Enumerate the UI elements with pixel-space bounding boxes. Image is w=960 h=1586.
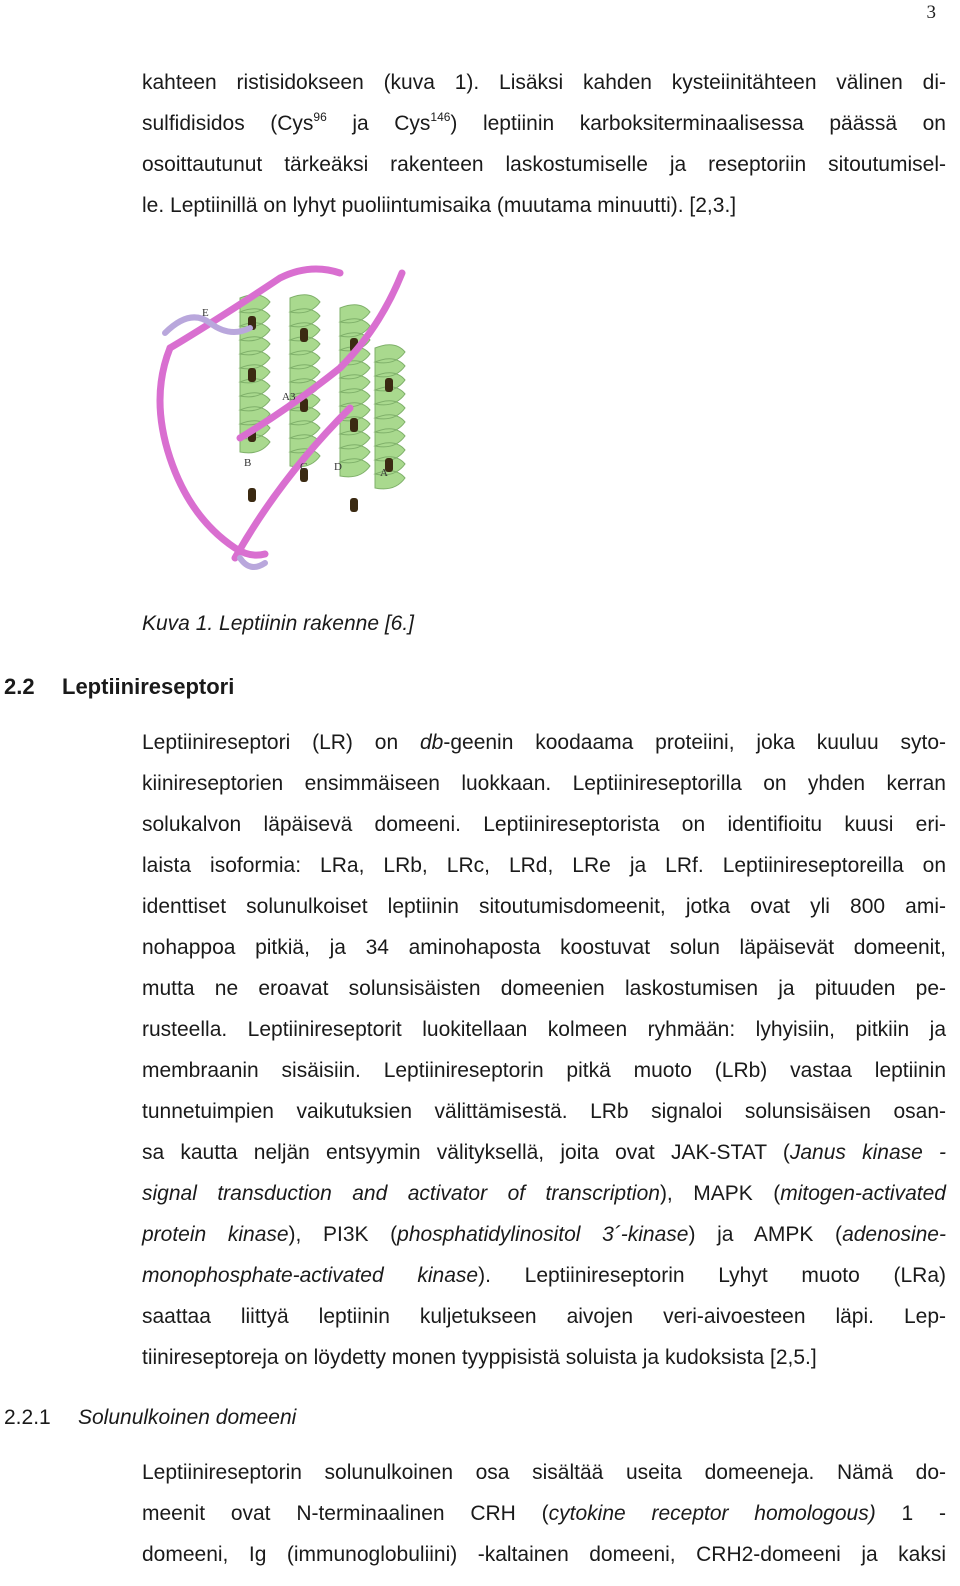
p2-line-12: signal transduction and activator of transcription), MAPK (mitogen-activated bbox=[142, 1182, 946, 1205]
p3-line-1: Leptiinireseptorin solunulkoinen osa sisältää useita domeeneja. Nämä do- bbox=[142, 1461, 946, 1484]
subsection-title: Solunulkoinen domeeni bbox=[78, 1406, 297, 1429]
p2-line-15: saattaa liittyä leptiinin kuljetukseen aivojen veri-aivoesteen läpi. Lep- bbox=[142, 1305, 946, 1328]
figure-label-a: A bbox=[380, 467, 388, 479]
intro-line-2: sulfidisidos (Cys$^{96}$ ja Cys$^{146}$) leptiinin karboksiterminaalisessa päässä on bbox=[142, 110, 946, 135]
section-heading-2-2 bbox=[4, 674, 234, 700]
intro-line-3: osoittautunut tärkeäksi rakenteen laskostumiselle ja reseptoriin sitoutumisel- bbox=[142, 153, 946, 176]
intro-line-1: kahteen ristisidokseen (kuva 1). Lisäksi kahden kysteiinitähteen välinen di- bbox=[142, 71, 946, 94]
p2-line-13: protein kinase), PI3K (phosphatidylinositol 3´-kinase) ja AMPK (adenosine- bbox=[142, 1223, 946, 1246]
figure-label-b: B bbox=[244, 457, 252, 469]
p2-line-7: mutta ne eroavat solunsisäisten domeenien laskostumisen ja pituuden pe- bbox=[142, 977, 946, 1000]
extracellular-paragraph bbox=[142, 1452, 946, 1575]
figure-label-d: D bbox=[334, 461, 342, 473]
p2-line-8: rusteella. Leptiinireseptorit luokitellaan kolmeen ryhmään: lyhyisiin, pitkiin ja bbox=[142, 1018, 946, 1041]
p2-line-1: Leptiinireseptori (LR) on db-geenin koodaama proteiini, joka kuuluu syto- bbox=[142, 731, 946, 754]
figure-label-a3: A3 bbox=[282, 391, 296, 403]
p2-line-16: tiinireseptoreja on löydetty monen tyyppisistä soluista ja kudoksista [2,5.] bbox=[142, 1346, 817, 1369]
p2-line-5: identtiset solunulkoiset leptiinin sitoutumisdomeenit, jotka ovat yli 800 ami- bbox=[142, 895, 946, 918]
figure-label-e: E bbox=[202, 307, 209, 319]
figure-label-c: C bbox=[300, 461, 308, 473]
p2-line-11: sa kautta neljän entsyymin välityksellä, joita ovat JAK-STAT (Janus kinase - bbox=[142, 1141, 946, 1164]
intro-paragraph bbox=[142, 62, 946, 226]
p2-line-4: laista isoformia: LRa, LRb, LRc, LRd, LRe ja LRf. Leptiinireseptoreilla on bbox=[142, 854, 946, 877]
section-heading-2-2-1 bbox=[4, 1406, 296, 1430]
p2-line-10: tunnetuimpien vaikutuksien välittämisestä. LRb signaloi solunsisäisen osan- bbox=[142, 1100, 946, 1123]
figure-caption: Kuva 1. Leptiinin rakenne [6.] bbox=[142, 612, 415, 635]
p2-line-14: monophosphate-activated kinase). Leptiinireseptorin Lyhyt muoto (LRa) bbox=[142, 1264, 947, 1287]
p3-line-2: meenit ovat N-terminaalinen CRH (cytokine receptor homologous) 1 - bbox=[142, 1502, 946, 1525]
intro-line-4: le. Leptiinillä on lyhyt puoliintumisaika (muutama minuutti). [2,3.] bbox=[142, 194, 737, 217]
protein-ribbon-illustration bbox=[140, 258, 430, 588]
section-title: Leptiinireseptori bbox=[62, 674, 235, 699]
subsection-number: 2.2.1 bbox=[4, 1406, 51, 1429]
section-number: 2.2 bbox=[4, 674, 35, 699]
leptin-structure-figure bbox=[140, 258, 430, 588]
p3-line-3: domeeni, Ig (immunoglobuliini) -kaltainen domeeni, CRH2-domeeni ja kaksi bbox=[142, 1543, 946, 1566]
p2-line-3: solukalvon läpäisevä domeeni. Leptiinireseptorista on identifioitu kuusi eri- bbox=[142, 813, 946, 836]
p2-line-9: membraanin sisäisiin. Leptiinireseptorin pitkä muoto (LRb) vastaa leptiinin bbox=[142, 1059, 946, 1082]
p2-line-2: kiinireseptorien ensimmäiseen luokkaan. Leptiinireseptorilla on yhden kerran bbox=[142, 772, 946, 795]
receptor-paragraph bbox=[142, 722, 946, 1378]
p2-line-6: nohappoa pitkiä, ja 34 aminohaposta koostuvat solun läpäisevät domeenit, bbox=[142, 936, 946, 959]
page-number: 3 bbox=[926, 2, 936, 23]
